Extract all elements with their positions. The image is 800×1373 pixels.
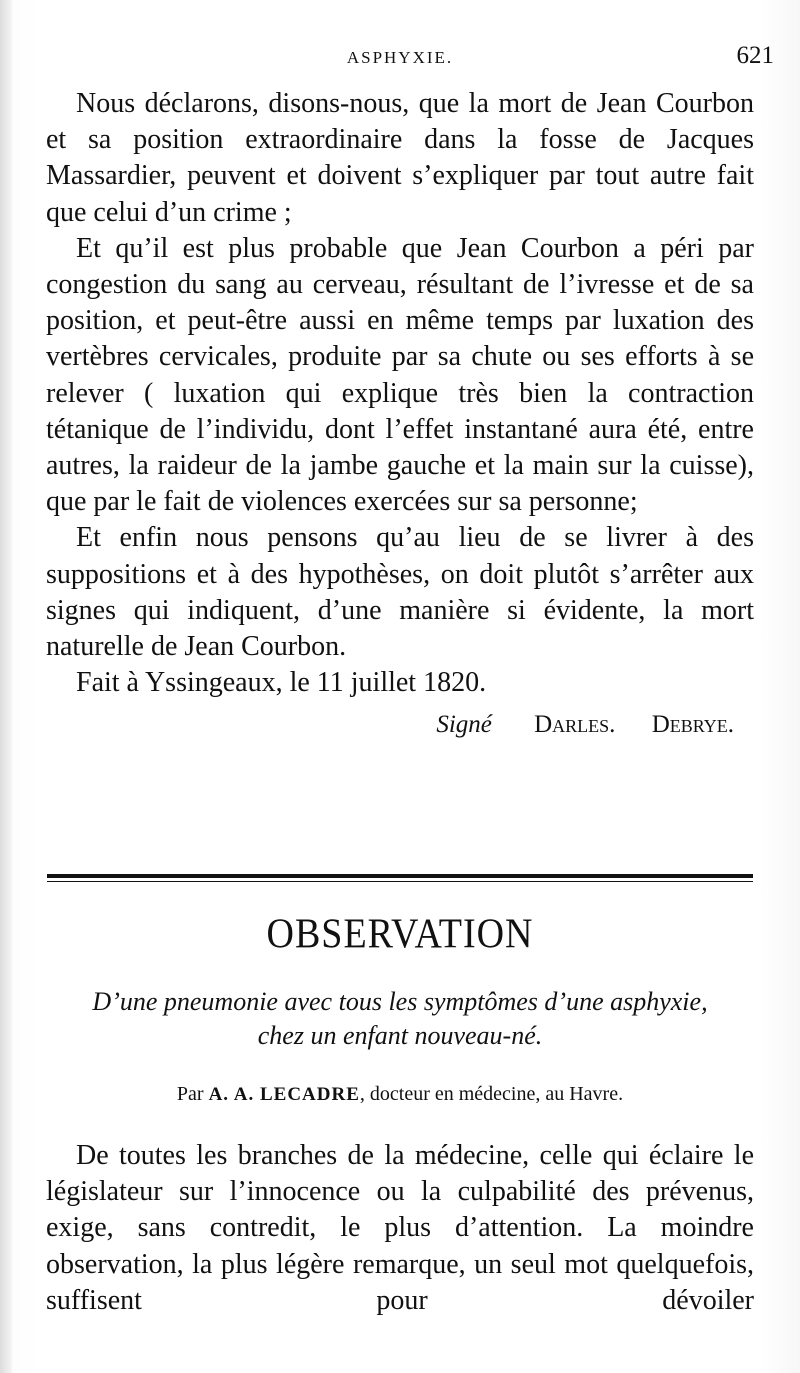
section-divider-thick [47, 874, 753, 878]
subtitle-line: chez un enfant nouveau-né. [257, 1021, 543, 1050]
section-subtitle [46, 985, 754, 1053]
byline-suffix: , docteur en médecine, au Havre. [359, 1083, 624, 1105]
declaration-text [46, 86, 754, 744]
page-spine-shadow [0, 0, 12, 1373]
paragraph-3: Et enfin nous pensons qu’au lieu de se livrer à des suppositions et à des hypothèses, on doit plutôt s’arrêter aux signes qui indiquent, d’une manière si évidente, la mort naturelle de Jean Courbon. [46, 522, 754, 663]
byline-prefix: Par [176, 1083, 204, 1105]
signature-label: Signé [436, 711, 492, 739]
paragraph-1: Nous déclarons, disons-nous, que la mort de Jean Courbon et sa position extraordinaire dans la fosse de Jacques Massardier, peuvent et doivent s’expliquer par tout autre fait que celui d’un crime ; [46, 88, 754, 228]
date-line: Fait à Yssingeaux, le 11 juillet 1820. [76, 667, 487, 699]
author-name: A. A. LECADRE [208, 1084, 360, 1105]
paragraph-intro: De toutes les branches de la médecine, celle qui éclaire le législateur sur l’innocence ou la culpabilité des prévenus, exige, sans contredit, le plus d’attention. La moindre observation, la plus légère remarque, un seul mot quelquefois, suffisent pour dévoiler [46, 1140, 754, 1316]
signatory-name: Debrye. [651, 711, 734, 739]
section-title: OBSERVATION [266, 910, 534, 958]
running-title: ASPHYXIE. [346, 48, 454, 67]
byline [0, 1083, 800, 1106]
page-number: 621 [736, 42, 774, 69]
signatory-name: Darles. [534, 711, 616, 739]
observation-text [46, 1138, 754, 1319]
paragraph-2: Et qu’il est plus probable que Jean Courbon a péri par congestion du sang au cerveau, résultant de l’ivresse et de sa position, et peut-être aussi en même temps par luxation des vertèbres cervicales, produite par sa chute ou ses efforts à se relever ( luxation qui explique très bien la contraction tétanique de l’individu, dont l’effet instantané aura été, entre autres, la raideur de la jambe gauche et la main sur la cuisse), que par le fait de violences exercées sur sa personne; [46, 232, 754, 518]
signature-line [46, 707, 754, 743]
subtitle-line: D’une pneumonie avec tous les symptômes d’une asphyxie, [92, 987, 708, 1016]
page-header [0, 38, 800, 78]
section-divider-thin [47, 881, 753, 882]
